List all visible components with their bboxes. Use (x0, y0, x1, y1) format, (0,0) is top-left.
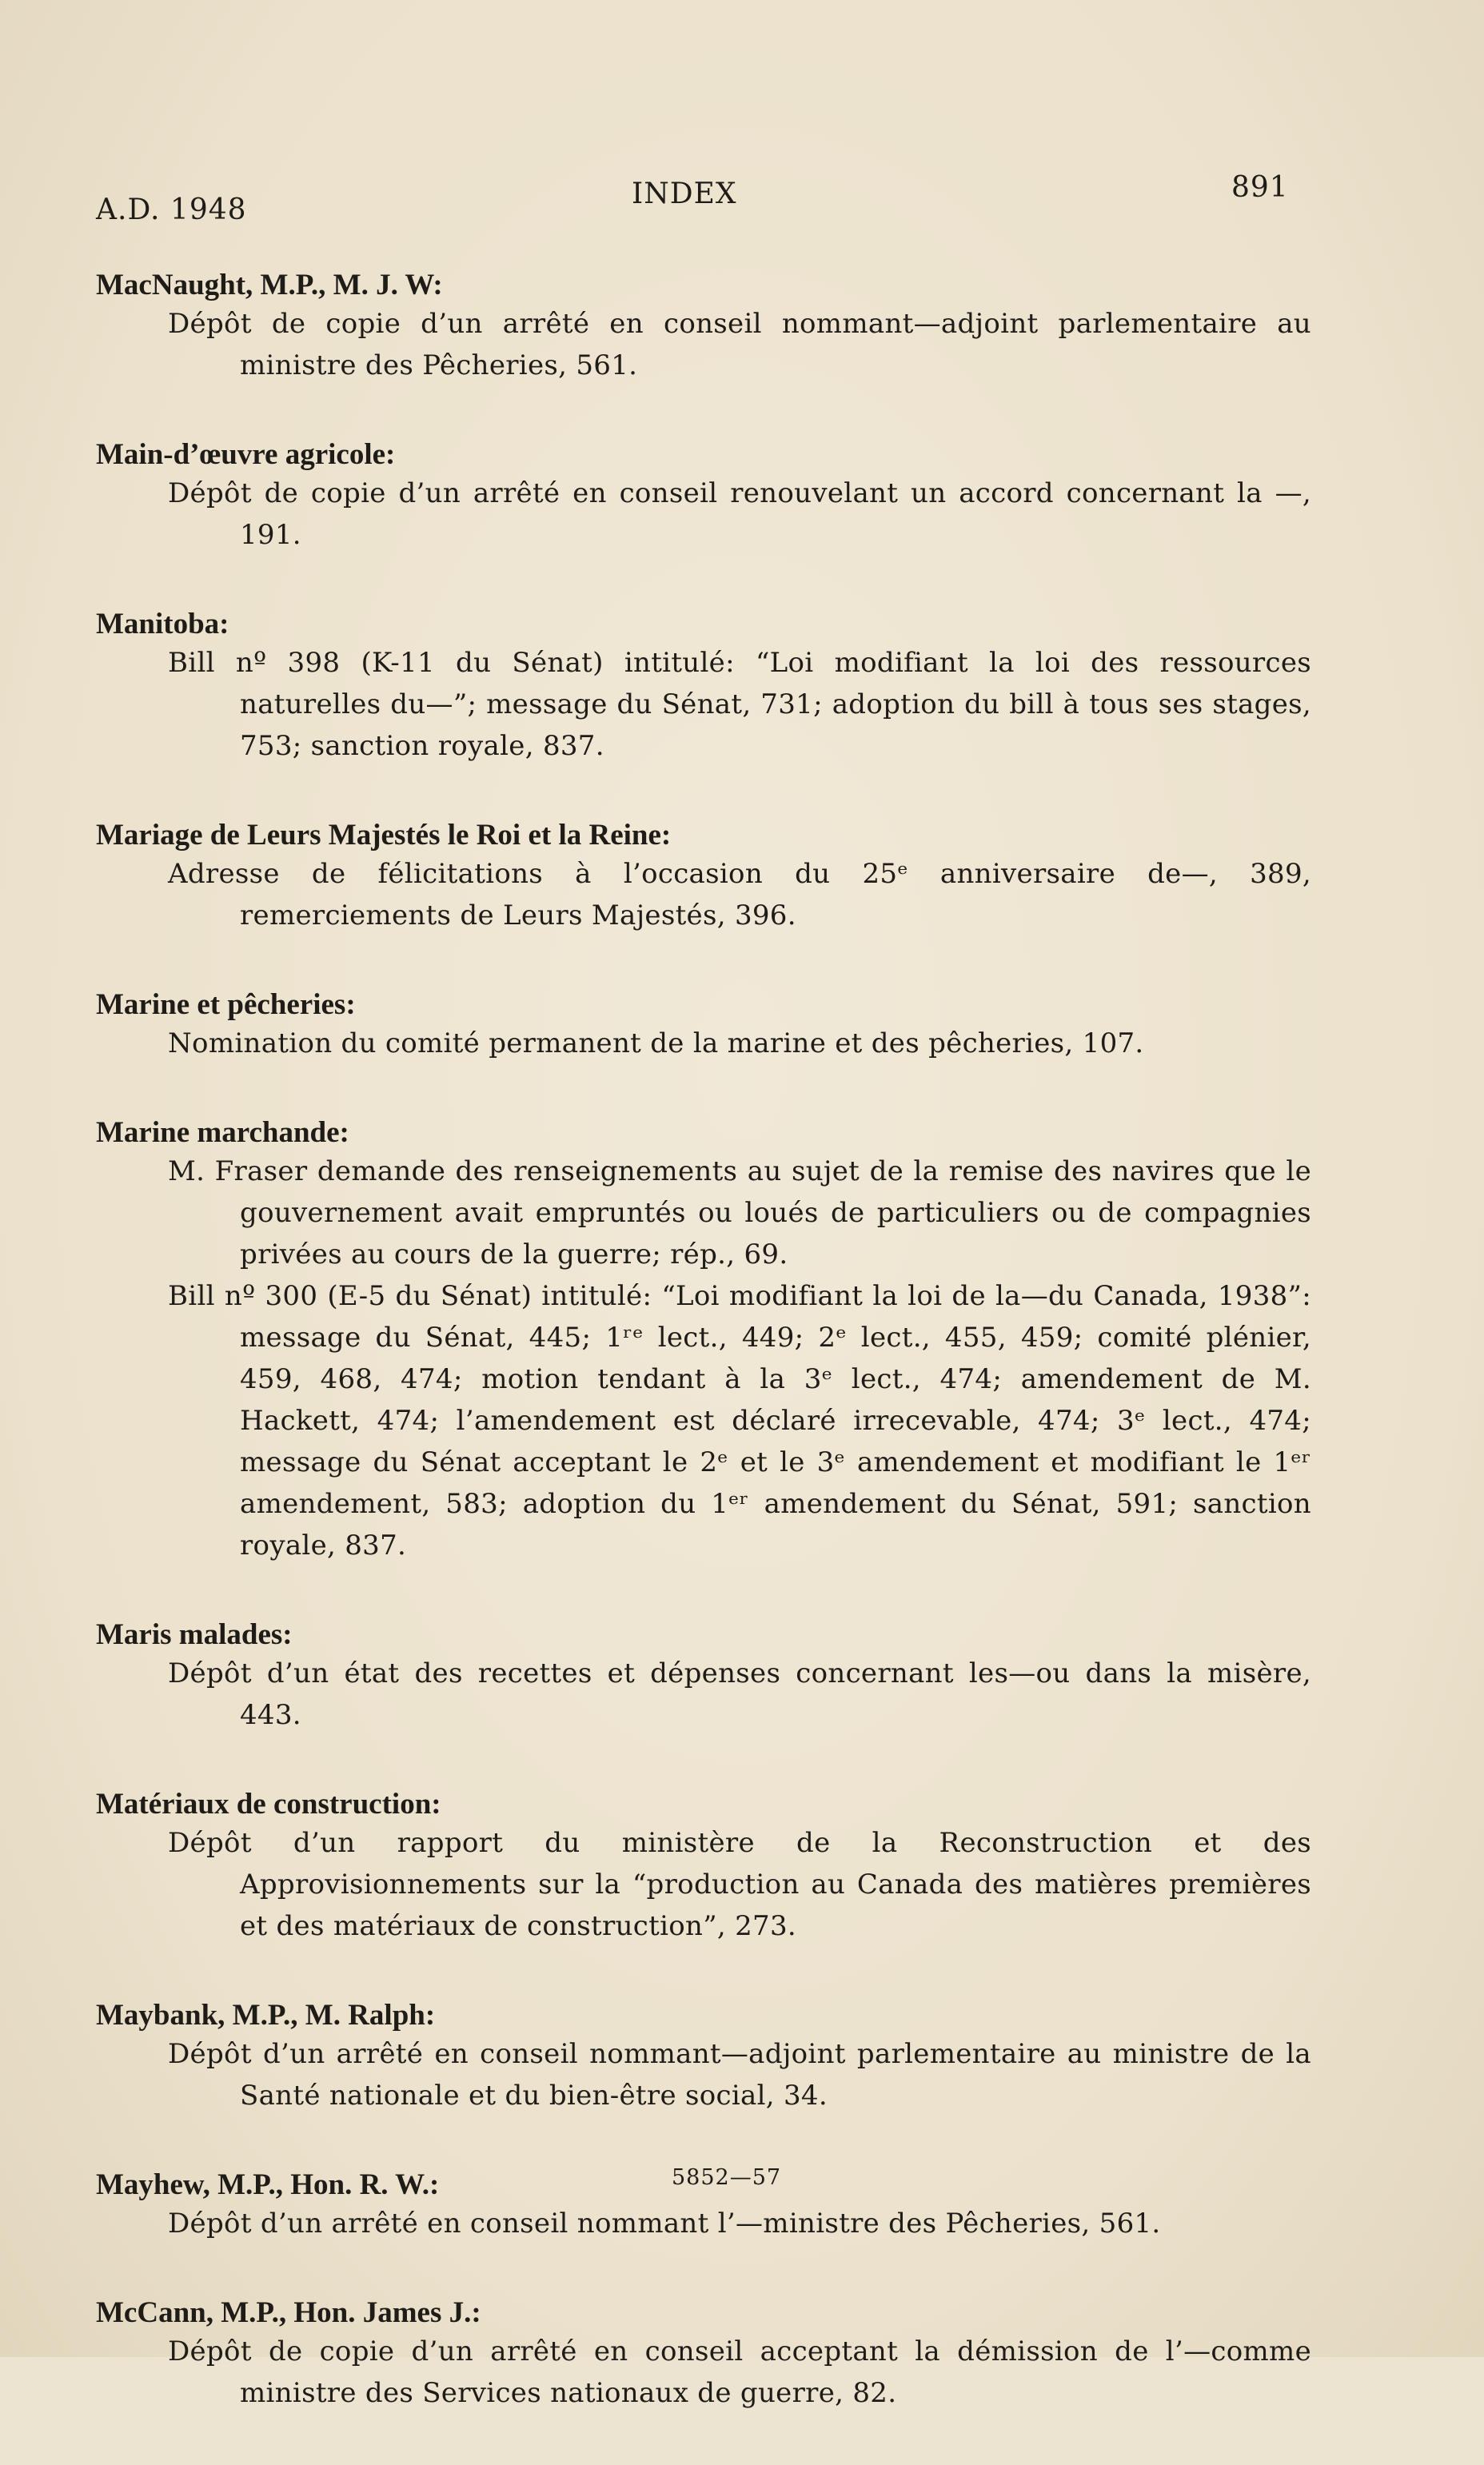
signature-mark: 5852—57 (672, 2165, 782, 2190)
entry-heading: MacNaught, M.P., M. J. W: (96, 269, 443, 301)
index-entry (96, 1617, 1311, 1736)
entry-item: Dépôt d’un arrêté en conseil nommant l’—ministre des Pêcheries, 561. (168, 2208, 1161, 2240)
entry-item: Adresse de félicitations à l’occasion du 25ᵉ anniversaire de—, 389, remerciements de Leurs Majestés, 396. (168, 858, 1311, 931)
index-entry (96, 1115, 1311, 1566)
entry-heading: Mariage de Leurs Majestés le Roi et la Reine: (96, 819, 672, 852)
index-entries (96, 268, 1311, 2465)
entry-heading: Marine et pêcheries: (96, 988, 356, 1021)
entry-heading: McCann, M.P., Hon. James J.: (96, 2296, 481, 2329)
entry-item: Dépôt d’un rapport du ministère de la Reconstruction et des Approvisionnements sur la “production au Canada des matières premières et des matériaux de construction”, 273. (168, 1827, 1311, 1942)
entry-item: Bill nº 300 (E-5 du Sénat) intitulé: “Loi modifiant la loi de la—du Canada, 1938”: message du Sénat, 445; 1ʳᵉ lect., 449; 2ᵉ lect., 455, 459; comité plénier, 459, 468, 474; motion tendant à la 3ᵉ lect., 474; amendement de M. Hackett, 474; l’amendement est déclaré irrecevable, 474; 3ᵉ lect., 474; message du Sénat acceptant le 2ᵉ et le 3ᵉ amendement et modifiant le 1ᵉʳ amendement, 583; adoption du 1ᵉʳ amendement du Sénat, 591; sanction royale, 837. (168, 1280, 1311, 1562)
entry-item: Dépôt de copie d’un arrêté en conseil renouvelant un accord concernant la —, 191. (168, 477, 1311, 551)
entry-item: Dépôt d’un état des recettes et dépenses concernant les—ou dans la misère, 443. (168, 1657, 1311, 1731)
index-entry (96, 1787, 1311, 1947)
index-entry (96, 818, 1311, 936)
entry-heading: Maris malades: (96, 1618, 293, 1651)
running-header (96, 171, 1295, 226)
page-number: 891 (1231, 171, 1289, 204)
header-title: INDEX (632, 177, 737, 210)
entry-item: Bill nº 398 (K-11 du Sénat) intitulé: “Loi modifiant la loi des ressources naturelles du—”; message du Sénat, 731; adoption du bill à tous ses stages, 753; sanction royale, 837. (168, 647, 1311, 762)
entry-heading: Main-d’œuvre agricole: (96, 438, 396, 471)
entry-heading: Mayhew, M.P., Hon. R. W.: (96, 2168, 440, 2201)
entry-heading: Marine marchande: (96, 1116, 349, 1149)
entry-item: Dépôt de copie d’un arrêté en conseil nommant—adjoint parlementaire au ministre des Pêcheries, 561. (168, 308, 1311, 381)
entry-item: Dépôt de copie d’un arrêté en conseil acceptant la démission de l’—comme ministre des Services nationaux de guerre, 82. (168, 2335, 1311, 2409)
index-entry (96, 1998, 1311, 2116)
entry-heading: Matériaux de construction: (96, 1788, 441, 1821)
entry-item: Nomination du comité permanent de la marine et des pêcheries, 107. (168, 1027, 1144, 1059)
index-entry (96, 268, 1311, 386)
index-entry (96, 607, 1311, 767)
entry-item: Dépôt d’un arrêté en conseil nommant—adjoint parlementaire au ministre de la Santé nationale et du bien-être social, 34. (168, 2038, 1311, 2112)
index-entry (96, 987, 1311, 1064)
entry-heading: Maybank, M.P., M. Ralph: (96, 1999, 436, 2032)
entry-item: M. Fraser demande des renseignements au sujet de la remise des navires que le gouvernement avait empruntés ou loués de particuliers ou de compagnies privées au cours de la guerre; rép., 69. (168, 1155, 1311, 1270)
entry-heading: Manitoba: (96, 608, 229, 640)
index-entry (96, 2295, 1311, 2414)
header-year: A.D. 1948 (96, 193, 247, 226)
index-entry (96, 437, 1311, 556)
